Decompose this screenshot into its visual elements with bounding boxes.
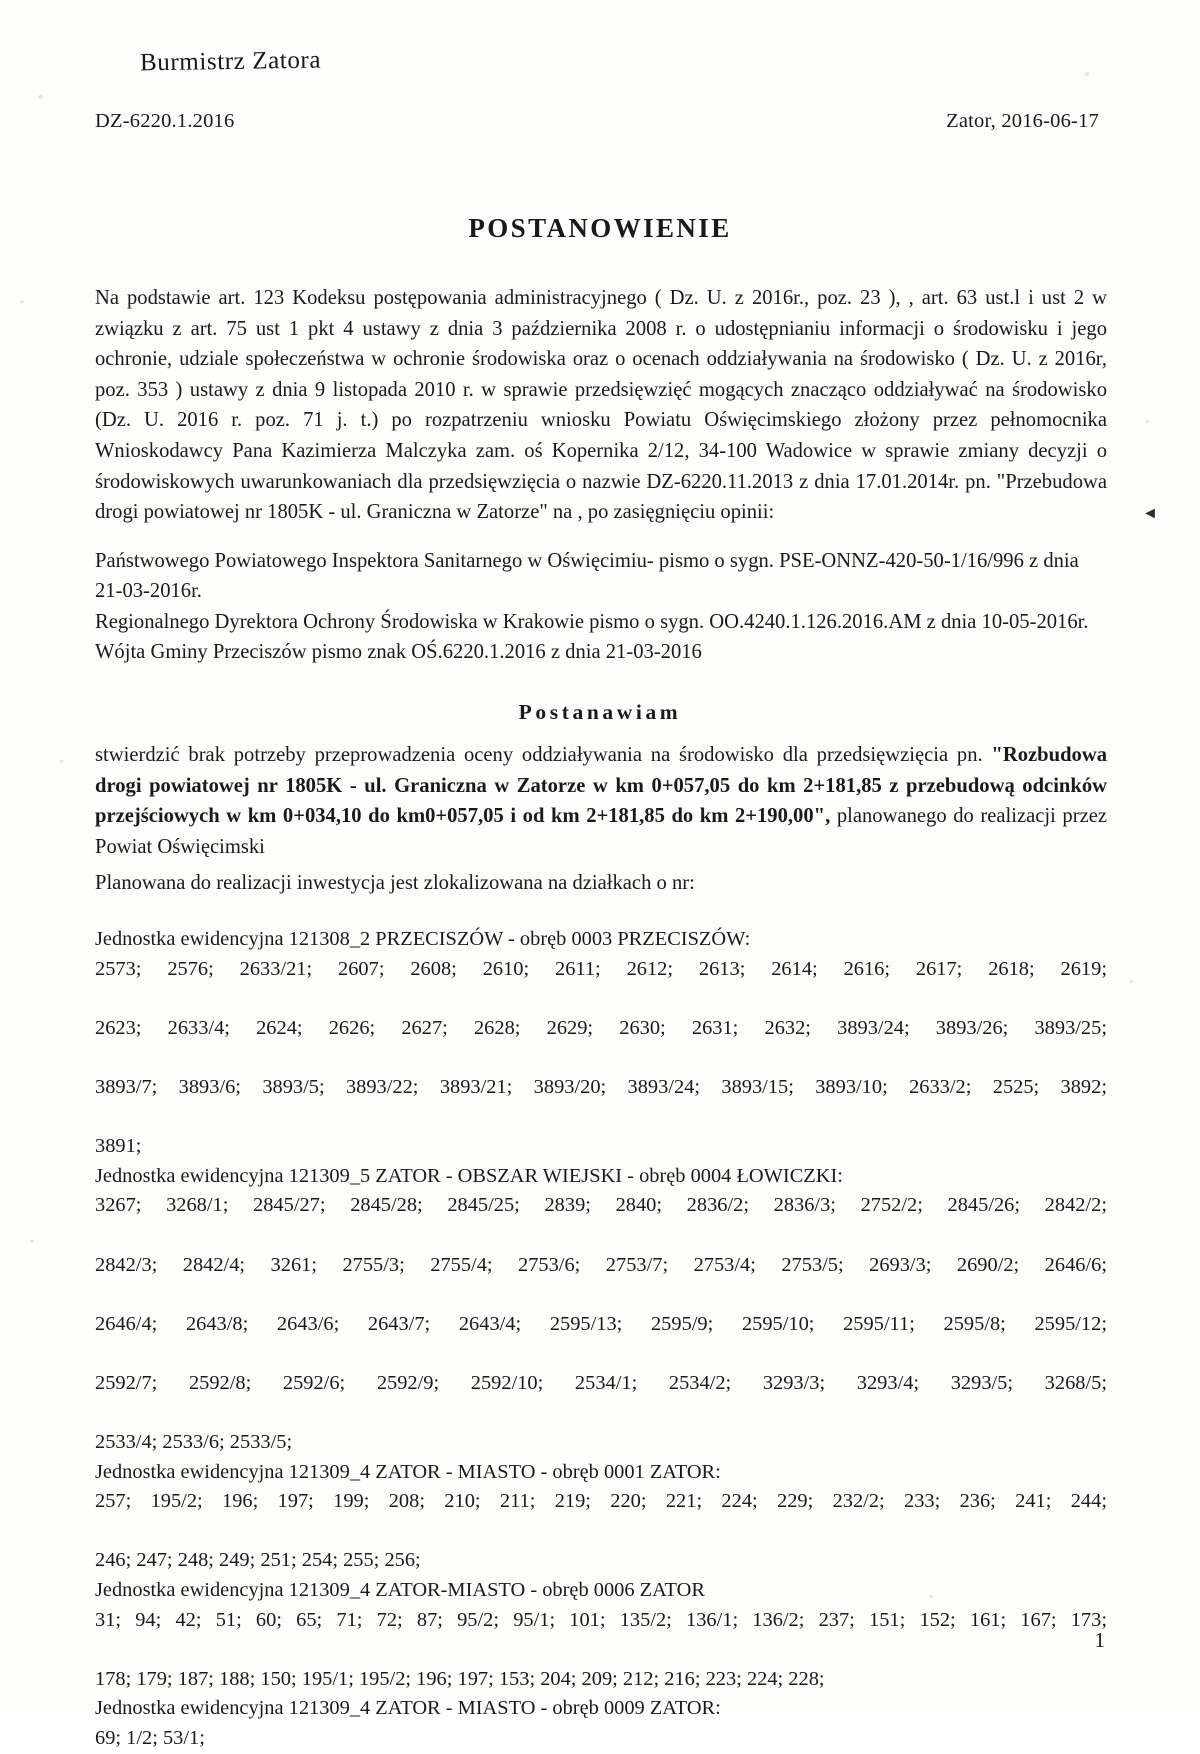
- scan-speck: [20, 300, 24, 303]
- parcel-group-unit: Jednostka ewidencyjna 121308_2 PRZECISZÓW - obręb 0003 PRZECISZÓW:: [95, 928, 751, 950]
- scan-speck: [1146, 420, 1149, 423]
- parcel-numbers-line: 2573; 2576; 2633/21; 2607; 2608; 2610; 2611; 2612; 2613; 2614; 2616; 2617; 2618; 2619;: [95, 957, 1107, 980]
- scan-speck: [60, 760, 63, 763]
- parcel-numbers-line: 257; 195/2; 196; 197; 199; 208; 210; 211; 219; 220; 221; 224; 229; 232/2; 233; 236; 241; 244;: [95, 1490, 1107, 1513]
- scan-speck: [30, 1240, 34, 1243]
- scan-speck: [1085, 72, 1089, 76]
- parcel-numbers-line: 3893/7; 3893/6; 3893/5; 3893/22; 3893/21; 3893/20; 3893/24; 3893/15; 3893/10; 2633/2; 2525; 3892;: [95, 1075, 1107, 1098]
- investment-location-sentence: Planowana do realizacji inwestycja jest zlokalizowana na działkach o nr:: [95, 872, 695, 894]
- opinion-item: Państwowego Powiatowego Inspektora Sanitarnego w Oświęcimiu- pismo o sygn. PSE-ONNZ-420-50-1/16/996 z dnia 21-03-2016r.: [95, 550, 1079, 603]
- decision-lead: stwierdzić brak potrzeby przeprowadzenia oceny oddziaływania na środowisko dla przedsięwzięcia pn.: [95, 744, 992, 766]
- page-number: 1: [1094, 1628, 1105, 1652]
- parcel-group-unit: Jednostka ewidencyjna 121309_4 ZATOR - MIASTO - obręb 0001 ZATOR:: [95, 1460, 721, 1483]
- opinions-list: [95, 546, 1107, 668]
- parcel-group-unit: Jednostka ewidencyjna 121309_5 ZATOR - OBSZAR WIEJSKI - obręb 0004 ŁOWICZKI:: [95, 1164, 843, 1187]
- parcel-group-unit: Jednostka ewidencyjna 121309_4 ZATOR - MIASTO - obręb 0009 ZATOR:: [95, 1697, 721, 1720]
- margin-mark: ◄: [1142, 505, 1158, 522]
- parcel-numbers-line: 2842/3; 2842/4; 3261; 2755/3; 2755/4; 2753/6; 2753/7; 2753/4; 2753/5; 2693/3; 2690/2; 2646/6;: [95, 1253, 1107, 1276]
- reference-number: DZ-6220.1.2016: [95, 110, 235, 132]
- parcel-numbers-line: 2646/4; 2643/8; 2643/6; 2643/7; 2643/4; 2595/13; 2595/9; 2595/10; 2595/11; 2595/8; 2595/12;: [95, 1312, 1107, 1335]
- parcel-numbers-line: 2533/4; 2533/6; 2533/5;: [95, 1431, 293, 1454]
- opinion-item: Regionalnego Dyrektora Ochrony Środowiska w Krakowie pismo o sygn. OO.4240.1.126.2016.AM z dnia 10-05-2016r.: [95, 610, 1089, 633]
- place-and-date: Zator, 2016-06-17: [946, 110, 1099, 132]
- scan-speck: [38, 95, 43, 99]
- opinion-item: Wójta Gminy Przeciszów pismo znak OŚ.6220.1.2016 z dnia 21-03-2016: [95, 641, 702, 664]
- parcel-numbers-line: 3891;: [95, 1135, 142, 1158]
- letterhead: Burmistrz Zatora: [139, 46, 322, 77]
- reference-row: [95, 110, 1105, 133]
- parcel-numbers-line: 2623; 2633/4; 2624; 2626; 2627; 2628; 2629; 2630; 2631; 2632; 3893/24; 3893/26; 3893/25;: [95, 1016, 1107, 1039]
- parcel-list: [95, 925, 1107, 1754]
- parcel-numbers-line: 69; 1/2; 53/1;: [95, 1727, 205, 1750]
- page-title: POSTANOWIENIE: [468, 213, 732, 243]
- parcel-numbers-line: 178; 179; 187; 188; 150; 195/1; 195/2; 196; 197; 153; 204; 209; 212; 216; 223; 224; 228;: [95, 1667, 825, 1690]
- parcel-numbers-line: 31; 94; 42; 51; 60; 65; 71; 72; 87; 95/2; 95/1; 101; 135/2; 136/1; 136/2; 237; 151; 152; 161; 167; 173;: [95, 1608, 1107, 1631]
- decision-project-name: "Rozbudowa drogi powiatowej nr 1805K - ul. Graniczna w Zatorze w km 0+057,05 do km 2+181,85 z przebudową odcinków przejściowych w km 0+034,10 do km0+057,05 i od km 2+181,85 do km 2+190,00",: [95, 744, 1107, 828]
- parcel-numbers-line: 3267; 3268/1; 2845/27; 2845/28; 2845/25; 2839; 2840; 2836/2; 2836/3; 2752/2; 2845/26; 2842/2;: [95, 1194, 1107, 1217]
- decision-heading: Postanawiam: [518, 700, 682, 724]
- decision-tail: planowanego do realizacji przez Powiat Oświęcimski: [95, 805, 1107, 858]
- decision-paragraph: [95, 740, 1107, 862]
- scan-speck: [1130, 980, 1133, 983]
- parcel-numbers-line: 246; 247; 248; 249; 251; 254; 255; 256;: [95, 1549, 421, 1572]
- legal-basis-paragraph: Na podstawie art. 123 Kodeksu postępowania administracyjnego ( Dz. U. z 2016r., poz. 23 ), , art. 63 ust.l i ust 2 w związku z art. 75 ust 1 pkt 4 ustawy z dnia 3 października 2008 r. o udostępnianiu informacji o środowisku i jego ochronie, udziale społeczeństwa w ochronie środowiska oraz o ocenach oddziaływania na środowisko ( Dz. U. z 2016r, poz. 353 ) ustawy z dnia 9 listopada 2010 r. w sprawie przedsięwzięć mogących znacząco oddziaływać na środowisko (Dz. U. 2016 r. poz. 71 j. t.) po rozpatrzeniu wniosku Powiatu Oświęcimskiego złożony przez pełnomocnika Wnioskodawcy Pana Kazimierza Malczyka zam. oś Kopernika 2/12, 34-100 Wadowice w sprawie zmiany decyzji o środowiskowych uwarunkowaniach dla przedsięwzięcia o nazwie DZ-6220.11.2013 z dnia 17.01.2014r. pn. "Przebudowa drogi powiatowej nr 1805K - ul. Graniczna w Zatorze" na , po zasięgnięciu opinii:: [95, 287, 1107, 524]
- parcel-numbers-line: 2592/7; 2592/8; 2592/6; 2592/9; 2592/10; 2534/1; 2534/2; 3293/3; 3293/4; 3293/5; 3268/5;: [95, 1371, 1107, 1394]
- parcel-group-unit: Jednostka ewidencyjna 121309_4 ZATOR-MIASTO - obręb 0006 ZATOR: [95, 1579, 705, 1602]
